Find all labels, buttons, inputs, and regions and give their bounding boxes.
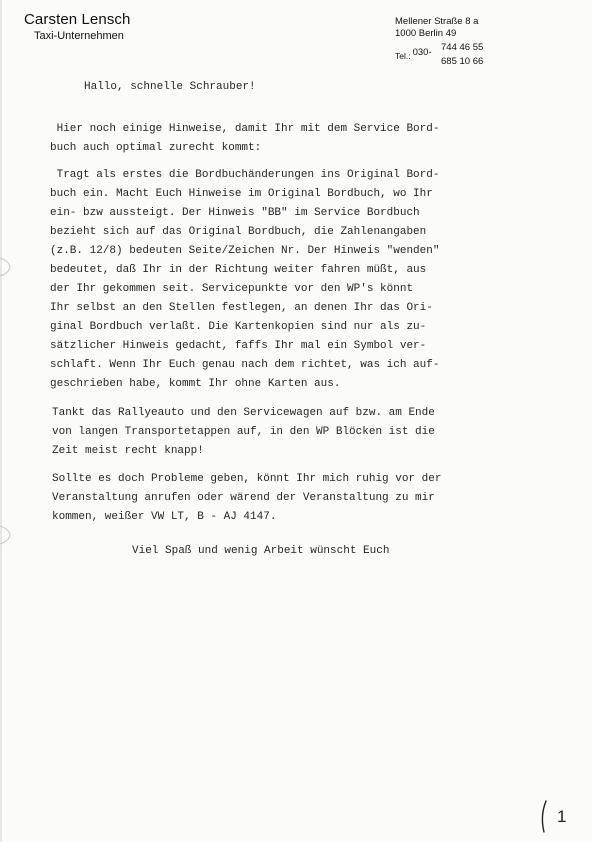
paragraph-fuel: Tankt das Rallyeauto und den Servicewagen auf bzw. am Ende von langen Transportetappen auf, in den WP Blöcken ist die Zeit meist recht knapp! (52, 407, 435, 457)
salutation: Hallo, schnelle Schrauber! (84, 81, 256, 93)
company-letterhead (24, 12, 174, 43)
punch-hole-mark (0, 524, 12, 546)
company-address (395, 16, 555, 68)
phone-prefix (395, 47, 432, 62)
address-city: 1000 Berlin 49 (395, 28, 457, 39)
paragraph-instructions: Tragt als erstes die Bordbuchänderungen ins Original Bord- buch ein. Macht Euch Hinweise im Original Bordbuch, wo Ihr ein- bzw aussteigt. Der Hinweis "BB" im Service Bordbuch bezieht sich auf das Original Bordbuch, die Zahlenangaben (z.B. 12/8) bedeuten Seite/Zeichen Nr. Der Hinweis "wenden" bedeutet, daß Ihr in der Richtung weiter fahren müßt, aus der Ihr gekommen seit. Servicepunkte vor den WP's könnt Ihr selbst an den Stellen festlegen, an denen Ihr das Ori- ginal Bordbuch verlaßt. Die Kartenkopien sind nur als zu- sätzlicher Hinweis gedacht, faffs Ihr mal ein Symbol ver- schlaft. Wenn Ihr Euch genau nach dem richtet, was ich auf- geschrieben habe, kommt Ihr ohne Karten aus. (50, 169, 440, 390)
closing-line: Viel Spaß und wenig Arbeit wünscht Euch (132, 545, 390, 557)
tel-area-code: 030- (412, 47, 432, 58)
company-subtitle: Taxi-Unternehmen (34, 30, 124, 42)
page-number: 1 (557, 807, 567, 826)
punch-hole-mark (0, 256, 12, 278)
paragraph-intro: Hier noch einige Hinweise, damit Ihr mit dem Service Bord- buch auch optimal zurecht kommt: (50, 123, 440, 154)
page-number-mark (538, 798, 574, 834)
address-street: Mellener Straße 8 a (395, 16, 479, 27)
tel-label: Tel.: (395, 51, 411, 61)
page-edge-shadow (0, 0, 2, 842)
phone-number-1: 744 46 55 (441, 42, 484, 53)
phone-number-2: 685 10 66 (441, 56, 484, 67)
paragraph-contact: Sollte es doch Probleme geben, könnt Ihr mich ruhig vor der Veranstaltung anrufen oder wärend der Veranstaltung zu mir kommen, weißer VW LT, B - AJ 4147. (52, 473, 442, 523)
phone-block (395, 42, 555, 68)
company-name: Carsten Lensch (24, 11, 131, 28)
